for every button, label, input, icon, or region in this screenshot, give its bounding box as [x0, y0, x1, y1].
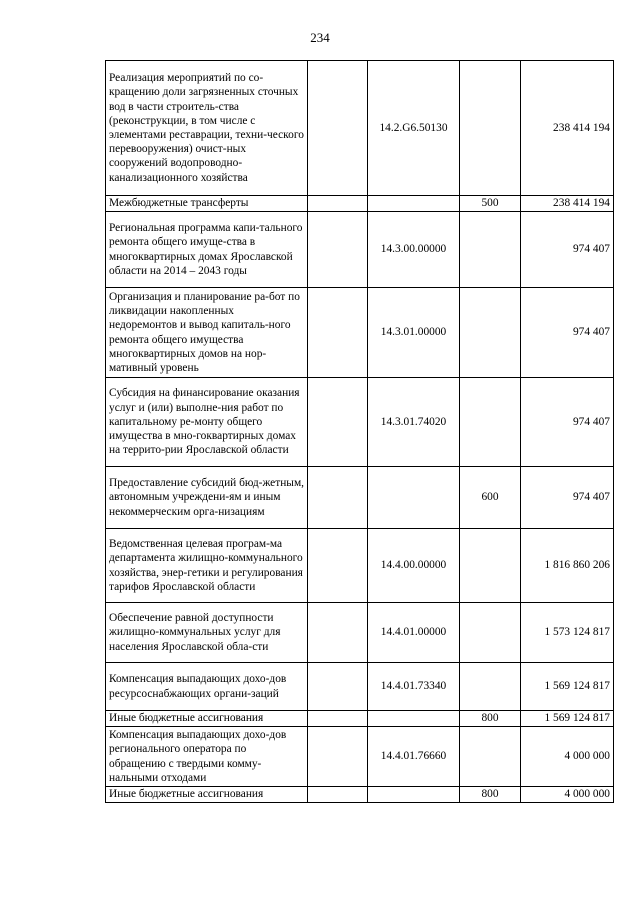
- row-expense-type: [460, 727, 521, 787]
- row-empty-cell: [308, 61, 368, 196]
- row-code: [368, 787, 460, 803]
- row-expense-type: [460, 663, 521, 711]
- row-sum: 238 414 194: [521, 196, 614, 212]
- row-expense-type: [460, 603, 521, 663]
- row-expense-type: [460, 288, 521, 378]
- row-code: 14.4.01.00000: [368, 603, 460, 663]
- row-name: Ведомственная целевая програм-ма департамента жилищно-коммунального хозяйства, энер-гетики и регулирования тарифов Ярославской области: [106, 529, 308, 603]
- row-expense-type: 800: [460, 711, 521, 727]
- row-expense-type: 500: [460, 196, 521, 212]
- row-code: [368, 711, 460, 727]
- table-row: [106, 196, 614, 212]
- row-empty-cell: [308, 288, 368, 378]
- row-expense-type: [460, 529, 521, 603]
- table-row: [106, 288, 614, 378]
- table-row: [106, 529, 614, 603]
- table-row: [106, 787, 614, 803]
- row-empty-cell: [308, 467, 368, 529]
- row-empty-cell: [308, 787, 368, 803]
- table-row: [106, 61, 614, 196]
- table-row: [106, 467, 614, 529]
- row-name: Субсидия на финансирование оказания услуг и (или) выполне-ния работ по капитальному ре-монту общего имущества в мно-гоквартирных домах на террито-рии Ярославской области: [106, 378, 308, 467]
- row-empty-cell: [308, 711, 368, 727]
- row-sum: 1 569 124 817: [521, 663, 614, 711]
- budget-table: [105, 60, 614, 803]
- row-code: 14.2.G6.50130: [368, 61, 460, 196]
- row-name: Обеспечение равной доступности жилищно-коммунальных услуг для населения Ярославской обла-сти: [106, 603, 308, 663]
- row-name: Межбюджетные трансферты: [106, 196, 308, 212]
- row-name: Иные бюджетные ассигнования: [106, 787, 308, 803]
- row-name: Иные бюджетные ассигнования: [106, 711, 308, 727]
- row-empty-cell: [308, 212, 368, 288]
- row-code: 14.4.01.73340: [368, 663, 460, 711]
- table-row: [106, 378, 614, 467]
- row-name: Предоставление субсидий бюд-жетным, автономным учреждени-ям и иным некоммерческим орга-низациям: [106, 467, 308, 529]
- row-name: Региональная программа капи-тального ремонта общего имуще-ства в многоквартирных домах Ярославской области на 2014 – 2043 годы: [106, 212, 308, 288]
- row-expense-type: [460, 378, 521, 467]
- row-sum: 1 569 124 817: [521, 711, 614, 727]
- page-number: 234: [310, 30, 330, 45]
- row-expense-type: [460, 61, 521, 196]
- row-sum: 4 000 000: [521, 727, 614, 787]
- row-name: Компенсация выпадающих дохо-дов ресурсоснабжающих органи-заций: [106, 663, 308, 711]
- row-empty-cell: [308, 603, 368, 663]
- table-row: [106, 212, 614, 288]
- row-expense-type: 600: [460, 467, 521, 529]
- row-name: Компенсация выпадающих дохо-дов регионального оператора по обращению с твердыми комму-нальными отходами: [106, 727, 308, 787]
- row-sum: 1 573 124 817: [521, 603, 614, 663]
- row-code: 14.3.01.00000: [368, 288, 460, 378]
- row-code: 14.4.01.76660: [368, 727, 460, 787]
- row-code: 14.4.00.00000: [368, 529, 460, 603]
- row-code: 14.3.01.74020: [368, 378, 460, 467]
- row-expense-type: [460, 212, 521, 288]
- row-sum: 974 407: [521, 288, 614, 378]
- row-sum: 974 407: [521, 378, 614, 467]
- table-row: [106, 711, 614, 727]
- row-empty-cell: [308, 196, 368, 212]
- row-expense-type: 800: [460, 787, 521, 803]
- table-row: [106, 727, 614, 787]
- row-sum: 974 407: [521, 467, 614, 529]
- row-code: 14.3.00.00000: [368, 212, 460, 288]
- row-code: [368, 196, 460, 212]
- row-sum: 974 407: [521, 212, 614, 288]
- row-empty-cell: [308, 529, 368, 603]
- table-row: [106, 663, 614, 711]
- table-row: [106, 603, 614, 663]
- row-sum: 4 000 000: [521, 787, 614, 803]
- row-name: Организация и планирование ра-бот по ликвидации накопленных недоремонтов и вывод капиталь-ного ремонта общего имущества многоквартирных домов на нор-мативный уровень: [106, 288, 308, 378]
- row-empty-cell: [308, 378, 368, 467]
- row-code: [368, 467, 460, 529]
- row-sum: 1 816 860 206: [521, 529, 614, 603]
- row-empty-cell: [308, 663, 368, 711]
- row-sum: 238 414 194: [521, 61, 614, 196]
- row-name: Реализация мероприятий по со-кращению доли загрязненных сточных вод в части строитель-ства (реконструкции, в том числе с элементами реставрации, техни-ческого перевооружения) очист-ных сооружений водопроводно-канализационного хозяйства: [106, 61, 308, 196]
- row-empty-cell: [308, 727, 368, 787]
